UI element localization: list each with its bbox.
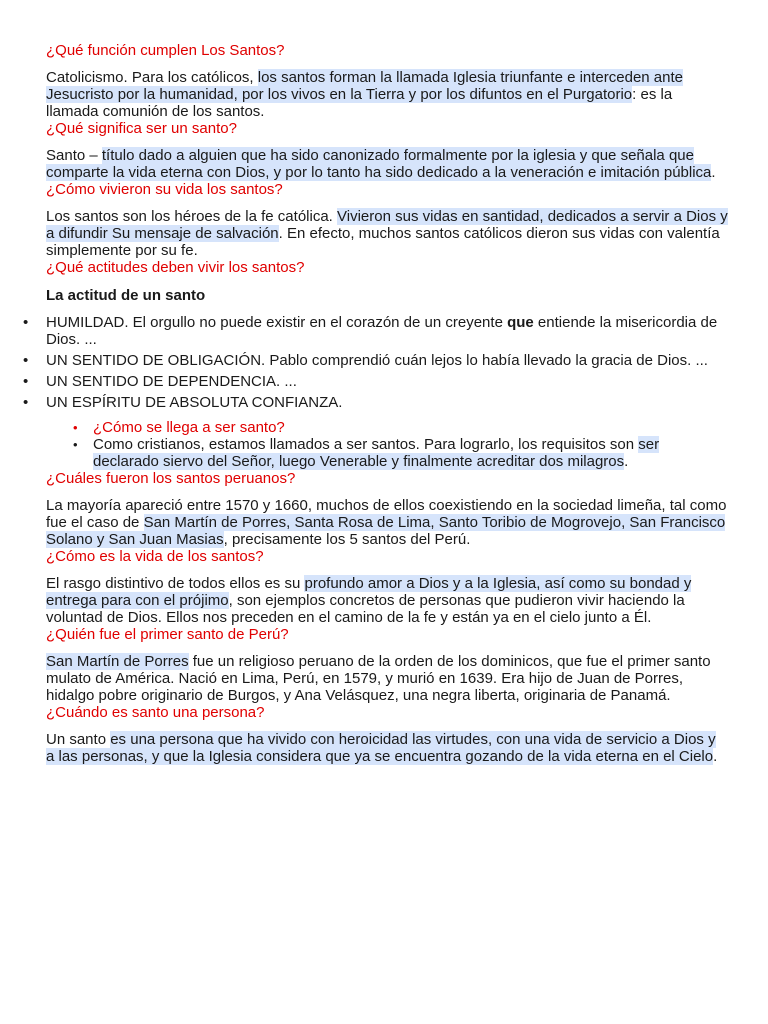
bullet-icon: •: [73, 437, 78, 452]
answer-text: , son ejemplos concretos de personas que pudieron vivir haciendo la voluntad de Dios. Ellos nos preceden en el camino de la fe y están ya en el cielo junto a Él.: [46, 592, 685, 626]
answer-text: Un santo: [46, 731, 111, 748]
question-cuando-santo: ¿Cuándo es santo una persona?: [46, 704, 265, 721]
question-vivieron-santos: ¿Cómo vivieron su vida los santos?: [46, 181, 283, 198]
list-item-text: UN SENTIDO DE OBLIGACIÓN. Pablo comprendió cuán lejos lo había llevado la gracia de Dios. ...: [46, 352, 708, 369]
list-item: [23, 352, 728, 369]
answer-text: : es la llamada comunión de los santos.: [46, 86, 673, 120]
answer-text: El rasgo distintivo de todos ellos es su: [46, 575, 305, 592]
answer-vivieron-santos: [46, 208, 728, 259]
list-item-text: HUMILDAD. El orgullo no puede existir en el corazón de un creyente: [46, 314, 508, 331]
list-item: [23, 373, 728, 390]
bullet-icon: •: [23, 394, 29, 411]
highlighted-text: ser declarado siervo del Señor, luego Venerable y finalmente acreditar dos milagros: [93, 436, 660, 470]
list-item-bold: que: [507, 314, 534, 331]
answer-text: , precisamente los 5 santos del Perú.: [223, 531, 471, 548]
bullet-icon: •: [23, 314, 29, 331]
answer-text: Los santos son los héroes de la fe católica.: [46, 208, 338, 225]
highlighted-text: los santos forman la llamada Iglesia triunfante e interceden ante Jesucristo por la humanidad, por los vivos en la Tierra y por los difuntos en el Purgatorio: [46, 69, 684, 103]
answer-text: .: [713, 748, 718, 765]
sub-list: [46, 419, 728, 470]
section-heading: La actitud de un santo: [46, 287, 206, 304]
list-item: [23, 314, 728, 348]
bullet-icon: •: [23, 352, 29, 369]
answer-santos-peruanos: [46, 497, 728, 548]
list-item-text: UN ESPÍRITU DE ABSOLUTA CONFIANZA.: [46, 394, 343, 411]
answer-vida-santos: [46, 575, 728, 626]
answer-primer-santo: [46, 653, 728, 704]
answer-text: Santo –: [46, 147, 102, 164]
answer-text: Catolicismo. Para los católicos,: [46, 69, 258, 86]
question-funcion-santos: ¿Qué función cumplen Los Santos?: [46, 42, 285, 59]
answer-text: .: [711, 164, 716, 181]
highlighted-text: profundo amor a Dios y a la Iglesia, así como su bondad y entrega para con el prójimo: [46, 575, 692, 609]
attitude-list: [23, 314, 728, 411]
sub-list-question: [73, 419, 728, 436]
answer-text: La mayoría apareció entre 1570 y 1660, muchos de ellos coexistiendo en la sociedad limeña, tal como fue el caso de: [46, 497, 727, 531]
answer-text: fue un religioso peruano de la orden de los dominicos, que fue el primer santo mulato de América. Nació en Lima, Perú, en 1579, y murió en 1639. Era hijo de Juan de Porres, hidalgo pobre originario de Burgos, y Ana Velásquez, una negra liberta, originaria de Panamá.: [46, 653, 711, 704]
answer-significa-santo: [46, 147, 728, 181]
answer-funcion-santos: [46, 69, 728, 120]
highlighted-text: Vivieron sus vidas en santidad, dedicados a servir a Dios y a difundir Su mensaje de salvación: [46, 208, 728, 242]
highlighted-text: San Martín de Porres, Santa Rosa de Lima, Santo Toribio de Mogrovejo, San Francisco Solano y San Juan Masias: [46, 514, 726, 548]
answer-text: .: [624, 453, 629, 470]
bullet-icon: •: [23, 373, 29, 390]
question-actitudes-santos: ¿Qué actitudes deben vivir los santos?: [46, 259, 305, 276]
highlighted-text: San Martín de Porres: [46, 653, 189, 670]
answer-text: . En efecto, muchos santos católicos dieron sus vidas con valentía simplemente por su fe.: [46, 225, 720, 259]
question-vida-santos: ¿Cómo es la vida de los santos?: [46, 548, 264, 565]
highlighted-text: título dado a alguien que ha sido canonizado formalmente por la iglesia y que señala que comparte la vida eterna con Dios, y por lo tanto ha sido dedicado a la veneración e imitación pública: [46, 147, 712, 181]
list-item: [23, 394, 728, 411]
question-significa-santo: ¿Qué significa ser un santo?: [46, 120, 237, 137]
highlighted-text: es una persona que ha vivido con heroicidad las virtudes, con una vida de servicio a Dios y a las personas, y que la Iglesia considera que ya se encuentra gozando de la vida eterna en el Cielo: [46, 731, 716, 765]
question-primer-santo: ¿Quién fue el primer santo de Perú?: [46, 626, 289, 643]
bullet-icon: •: [73, 420, 78, 435]
list-item-text: entiende la misericordia de Dios. ...: [46, 314, 718, 348]
answer-text: Como cristianos, estamos llamados a ser santos. Para lograrlo, los requisitos son: [93, 436, 639, 453]
sub-question-text: ¿Cómo se llega a ser santo?: [93, 419, 285, 436]
answer-cuando-santo: [46, 731, 728, 765]
question-santos-peruanos: ¿Cuáles fueron los santos peruanos?: [46, 470, 296, 487]
sub-list-answer: [73, 436, 728, 470]
list-item-text: UN SENTIDO DE DEPENDENCIA. ...: [46, 373, 297, 390]
